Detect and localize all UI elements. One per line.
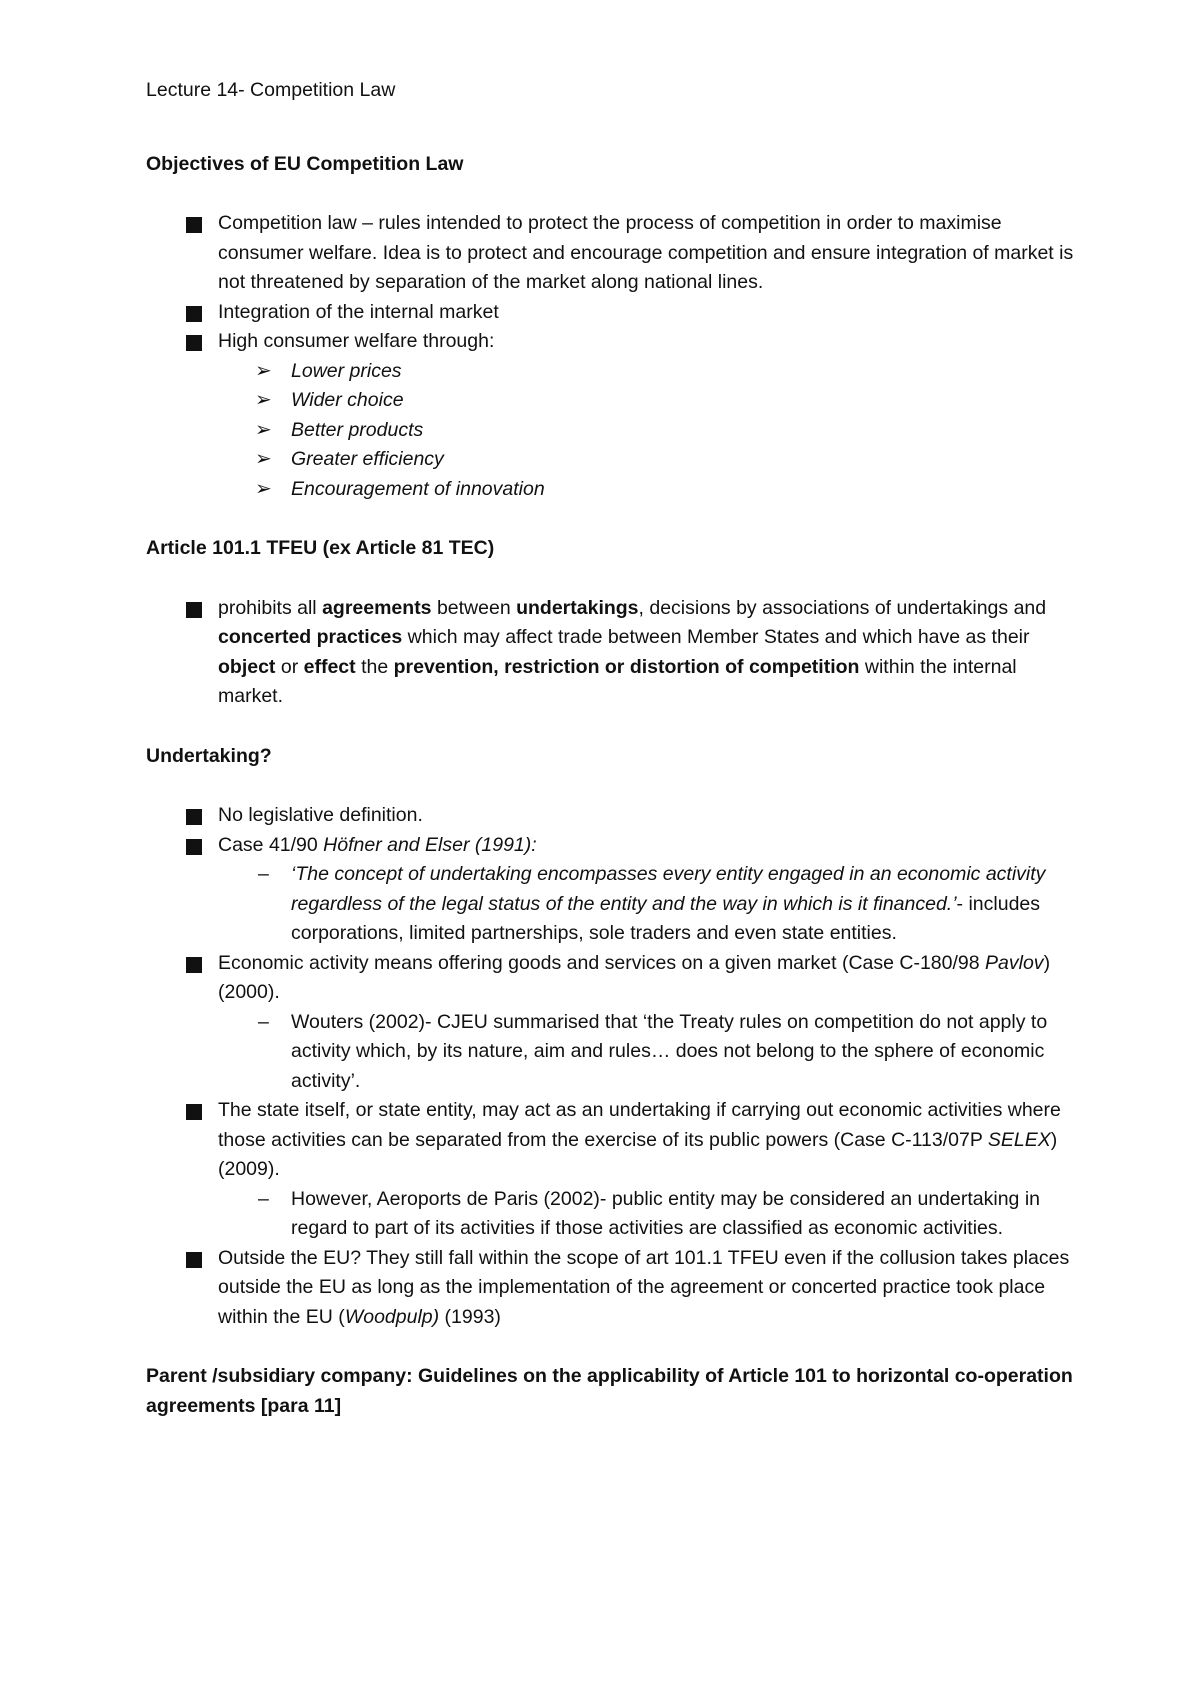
arrow-bullet-icon: ➢ [255, 448, 272, 470]
document-page [146, 76, 1076, 1451]
dash-bullet-icon: – [258, 1187, 269, 1210]
heading-article-101: Article 101.1 TFEU (ex Article 81 TEC) [146, 537, 495, 559]
square-bullet-icon [186, 1104, 202, 1120]
sub-list-item: – However, Aeroports de Paris (2002)- public entity may be considered an undertaking in regard to part of its activities if those activities are classified as economic activities. [291, 1185, 1076, 1244]
square-bullet-icon [186, 217, 202, 233]
list-item: Outside the EU? They still fall within the scope of art 101.1 TFEU even if the collusion takes places outside the EU as long as the implementation of the agreement or concerted practice took place within the EU (Woodpulp) (1993) [218, 1244, 1076, 1333]
list-item: Economic activity means offering goods and services on a given market (Case C-180/98 Pavlov) (2000). – Wouters (2002)- CJEU summarised that ‘the Treaty rules on competition do not apply to activity which, by its nature, aim and rules… does not belong to the sphere of economic activity’. [218, 949, 1076, 1097]
heading-objectives: Objectives of EU Competition Law [146, 152, 464, 175]
sub-list-item: ➢ Wider choice [291, 386, 1076, 416]
sub-list-item: – Wouters (2002)- CJEU summarised that ‘the Treaty rules on competition do not apply to activity which, by its nature, aim and rules… does not belong to the sphere of economic activity’. [291, 1008, 1076, 1097]
dash-bullet-icon: – [258, 863, 269, 885]
list-item [218, 298, 1076, 328]
aeroports-sublist [218, 1185, 1076, 1244]
arrow-bullet-icon: ➢ [255, 389, 272, 411]
square-bullet-icon [186, 306, 202, 322]
dash-bullet-icon: – [258, 1010, 269, 1033]
heading-undertaking: Undertaking? [146, 744, 272, 767]
bullet-text: Integration of the internal market [218, 300, 499, 323]
square-bullet-icon [186, 602, 202, 618]
square-bullet-icon [186, 839, 202, 855]
arrow-bullet-icon: ➢ [255, 418, 272, 441]
undertaking-list [146, 801, 1076, 1332]
sub-list-item: ➢ Encouragement of innovation [291, 475, 1076, 505]
hofner-sublist [218, 860, 1076, 949]
bullet-text: Competition law – rules intended to protect the process of competition in order to maximise consumer welfare. Idea is to protect and encourage competition and ensure integration of market is not threatened by separation of the market along national lines. [218, 212, 1074, 293]
list-item: prohibits all agreements between undertakings, decisions by associations of undertakings and concerted practices which may affect trade between Member States and which have as their object or effect the prevention, restriction or distortion of competition within the internal market. [218, 594, 1076, 712]
square-bullet-icon [186, 1252, 202, 1268]
objectives-list [146, 209, 1076, 504]
list-item: Case 41/90 Höfner and Elser (1991): – ‘The concept of undertaking encompasses every entity engaged in an economic activity regardless of the legal status of the entity and the way in which is it financed.’- includes corporations, limited partnerships, sole traders and even state entities. [218, 831, 1076, 949]
square-bullet-icon [186, 809, 202, 825]
arrow-bullet-icon: ➢ [255, 359, 272, 382]
arrow-bullet-icon: ➢ [255, 477, 272, 500]
sub-list-item: ➢ Greater efficiency [291, 445, 1076, 475]
square-bullet-icon [186, 957, 202, 973]
sub-list-item: – ‘The concept of undertaking encompasses every entity engaged in an economic activity regardless of the legal status of the entity and the way in which is it financed.’- includes corporations, limited partnerships, sole traders and even state entities. [291, 860, 1076, 949]
list-item: The state itself, or state entity, may act as an undertaking if carrying out economic activities where those activities can be separated from the exercise of its public powers (Case C-113/07P SELEX) (2009). – However, Aeroports de Paris (2002)- public entity may be considered an undertaking in regard to part of its activities if those activities are classified as economic activities. [218, 1096, 1076, 1244]
welfare-sublist [218, 357, 1076, 505]
list-item [218, 327, 1076, 504]
wouters-sublist [218, 1008, 1076, 1097]
sub-list-item: ➢ Better products [291, 416, 1076, 446]
bullet-text: High consumer welfare through: [218, 330, 495, 352]
heading-parent-subsidiary: Parent /subsidiary company: Guidelines on the applicability of Article 101 to horizontal co-operation agreements [para 11] [146, 1365, 1073, 1417]
document-title: Lecture 14- Competition Law [146, 79, 396, 101]
sub-list-item: ➢ Lower prices [291, 357, 1076, 387]
list-item: No legislative definition. [218, 801, 1076, 831]
list-item [218, 209, 1076, 298]
article-list [146, 594, 1076, 712]
square-bullet-icon [186, 335, 202, 351]
